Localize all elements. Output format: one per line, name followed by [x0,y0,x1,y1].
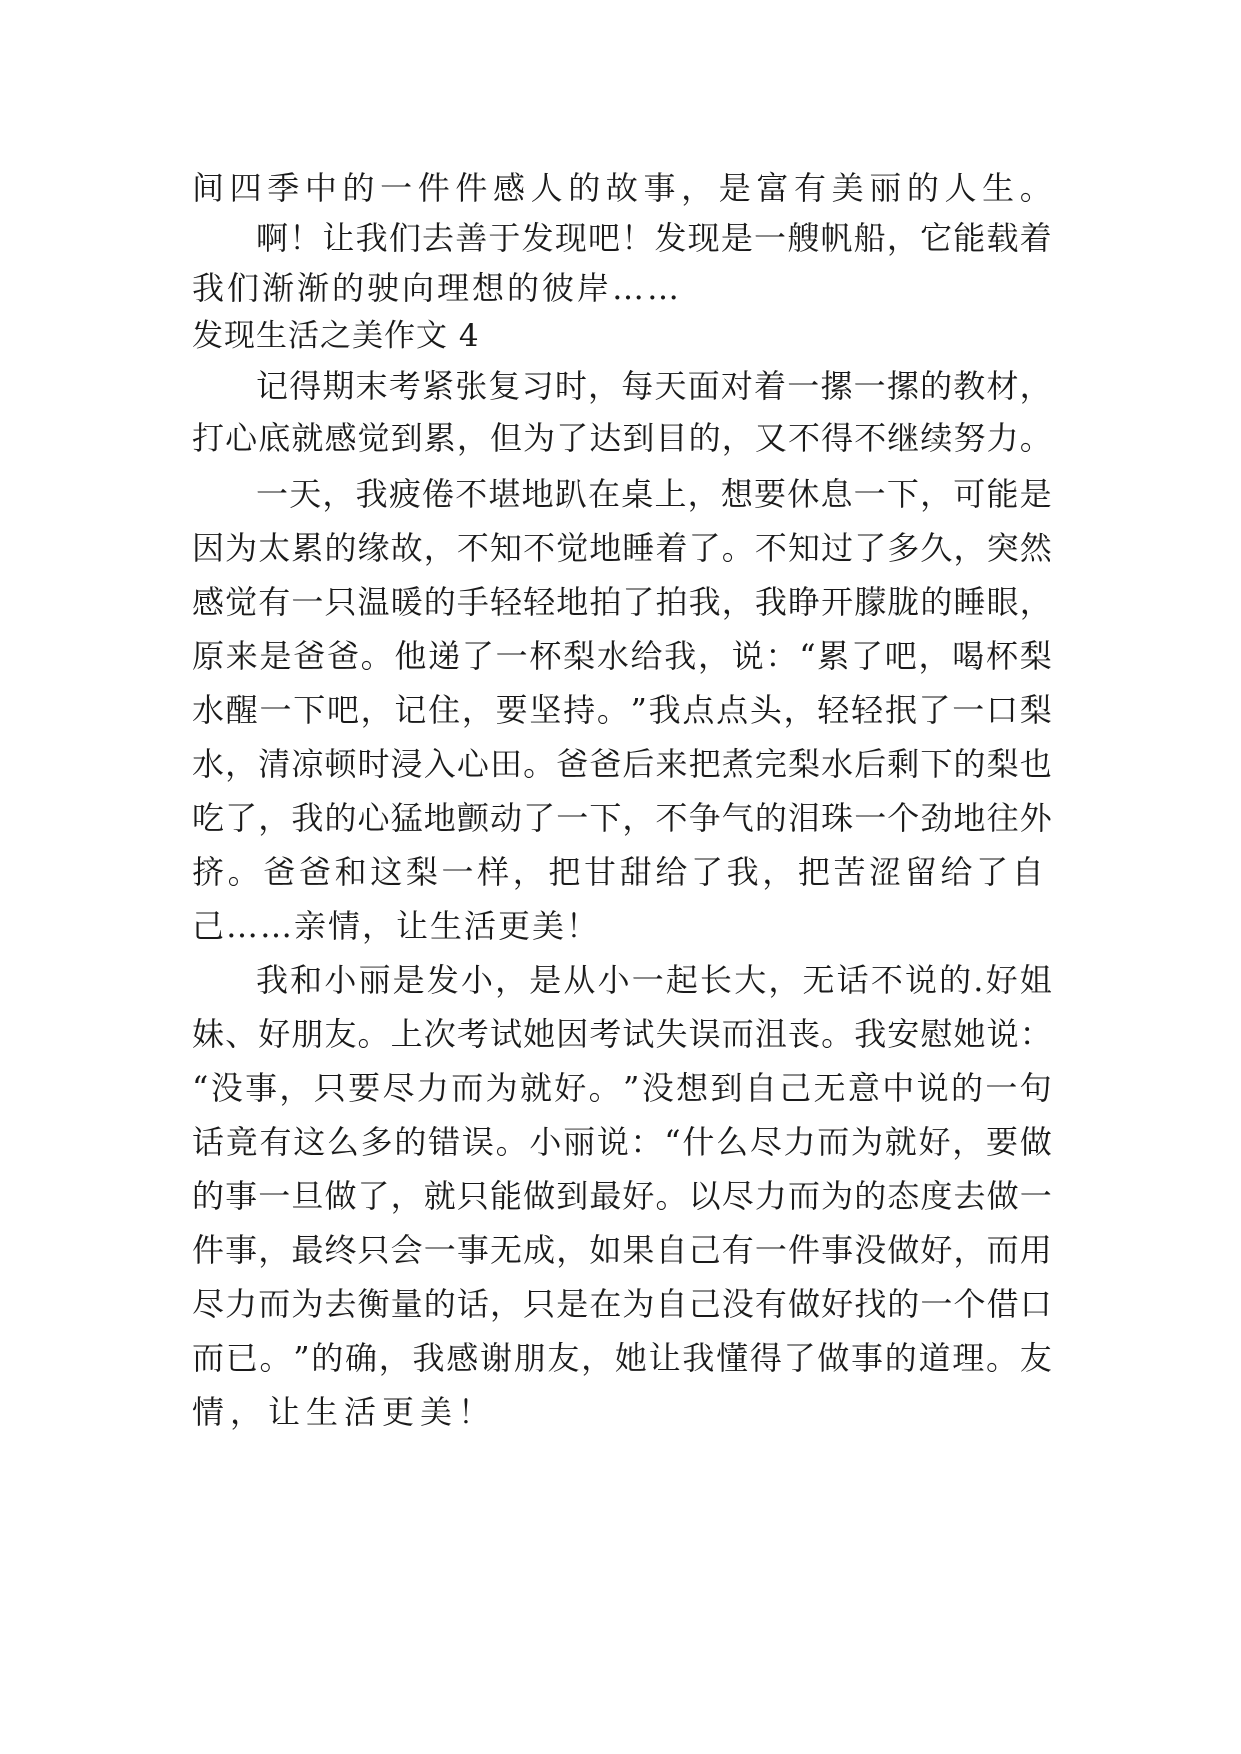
text-line: 打 心 底 就 感 觉 到 累 ， 但 为 了 达 到 目 的 ， 又 不 得 不 继 续 努 力 。 [192,419,1052,457]
text-line: 的 事 一 旦 做 了 ， 就 只 能 做 到 最 好 。 以 尽 力 而 为 的 态 度 去 做 一 [192,1177,1052,1215]
text-line: “ 没 事 ， 只 要 尽 力 而 为 就 好 。 ” 没 想 到 自 己 无 意 中 说 的 一 句 [192,1069,1052,1107]
text-line: 因 为 太 累 的 缘 故 ， 不 知 不 觉 地 睡 着 了 。 不 知 过 了 多 久 ， 突 然 [192,529,1052,567]
text-line: 我们渐渐的驶向理想的彼岸…… [192,269,683,307]
text-line: 件 事 ， 最 终 只 会 一 事 无 成 ， 如 果 自 己 有 一 件 事 没 做 好 ， 而 用 [192,1231,1052,1269]
text-line: 话 竟 有 这 么 多 的 错 误 。 小 丽 说 ： “ 什 么 尽 力 而 为 就 好 ， 要 做 [192,1123,1052,1161]
text-line: 水 ， 清 凉 顿 时 浸 入 心 田 。 爸 爸 后 来 把 煮 完 梨 水 后 剩 下 的 梨 也 [192,745,1052,783]
text-line: 而 已 。 ” 的 确 ， 我 感 谢 朋 友 ， 她 让 我 懂 得 了 做 事 的 道 理 。 友 [192,1339,1052,1377]
text-line: 间 四 季 中 的 一 件 件 感 人 的 故 事 ， 是 富 有 美 丽 的 人 生 。 [192,169,1052,207]
text-line: 吃 了 ， 我 的 心 猛 地 颤 动 了 一 下 ， 不 争 气 的 泪 珠 一 个 劲 地 往 外 [192,799,1052,837]
text-line: 尽 力 而 为 去 衡 量 的 话 ， 只 是 在 为 自 己 没 有 做 好 找 的 一 个 借 口 [192,1285,1052,1323]
paragraph-first-line: 一 天 ， 我 疲 倦 不 堪 地 趴 在 桌 上 ， 想 要 休 息 一 下 ， 可 能 是 [256,475,1052,513]
text-line: 挤 。 爸 爸 和 这 梨 一 样 ， 把 甘 甜 给 了 我 ， 把 苦 涩 留 给 了 自 [192,853,1044,891]
text-line: 感 觉 有 一 只 温 暖 的 手 轻 轻 地 拍 了 拍 我 ， 我 睁 开 朦 胧 的 睡 眼 ， [192,583,1052,621]
paragraph-first-line: 啊 ！ 让 我 们 去 善 于 发 现 吧 ！ 发 现 是 一 艘 帆 船 ， 它 能 载 着 [256,219,1052,257]
section-heading: 发现生活之美作文 4 [192,318,480,354]
text-line: 己……亲情，让生活更美！ [192,907,601,945]
text-line: 妹 、 好 朋 友 。 上 次 考 试 她 因 考 试 失 误 而 沮 丧 。 我 安 慰 她 说 ： [192,1015,1052,1053]
text-line: 水 醒 一 下 吧 ， 记 住 ， 要 坚 持 。 ” 我 点 点 头 ， 轻 轻 抿 了 一 口 梨 [192,691,1052,729]
text-line: 情，让生活更美！ [192,1393,497,1431]
paragraph-first-line: 我 和 小 丽 是 发 小 ， 是 从 小 一 起 长 大 ， 无 话 不 说 的 . 好 姐 [256,961,1052,999]
paragraph-first-line: 记 得 期 末 考 紧 张 复 习 时 ， 每 天 面 对 着 一 摞 一 摞 的 教 材 ， [256,367,1052,405]
text-line: 原 来 是 爸 爸 。 他 递 了 一 杯 梨 水 给 我 ， 说 ： “ 累 了 吧 ， 喝 杯 梨 [192,637,1052,675]
